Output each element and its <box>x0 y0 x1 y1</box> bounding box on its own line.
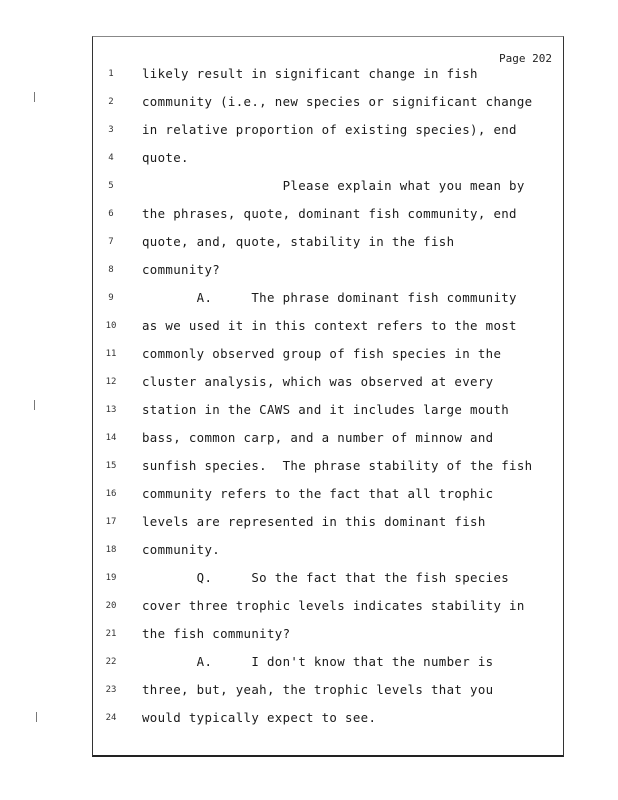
line-number: 17 <box>105 517 117 527</box>
line-text: community (i.e., new species or significant change <box>142 94 533 109</box>
line-number: 4 <box>108 153 114 163</box>
line-text: A. The phrase dominant fish community <box>142 290 517 305</box>
line-text: commonly observed group of fish species in the <box>142 346 502 361</box>
transcript-line <box>0 122 618 150</box>
line-number: 14 <box>105 433 117 443</box>
transcript-line <box>0 654 618 682</box>
line-number: 23 <box>105 685 117 695</box>
transcript-line <box>0 710 618 738</box>
line-number: 9 <box>108 293 114 303</box>
line-text: quote, and, quote, stability in the fish <box>142 234 455 249</box>
line-number: 24 <box>105 713 117 723</box>
transcript-line <box>0 598 618 626</box>
line-number: 8 <box>108 265 114 275</box>
line-text: likely result in significant change in fish <box>142 66 478 81</box>
transcript-line <box>0 626 618 654</box>
line-text: the phrases, quote, dominant fish community, end <box>142 206 517 221</box>
transcript-line <box>0 66 618 94</box>
transcript-line <box>0 374 618 402</box>
line-number: 10 <box>105 321 117 331</box>
line-number: 15 <box>105 461 117 471</box>
line-text: three, but, yeah, the trophic levels that you <box>142 682 494 697</box>
line-text: bass, common carp, and a number of minnow and <box>142 430 494 445</box>
transcript-line <box>0 514 618 542</box>
line-number: 1 <box>108 69 114 79</box>
line-number: 11 <box>105 349 117 359</box>
line-text: levels are represented in this dominant fish <box>142 514 486 529</box>
line-number: 21 <box>105 629 117 639</box>
line-text: as we used it in this context refers to the most <box>142 318 517 333</box>
transcript-line <box>0 542 618 570</box>
line-text: A. I don't know that the number is <box>142 654 494 669</box>
transcript-line <box>0 290 618 318</box>
transcript-line <box>0 486 618 514</box>
line-text: the fish community? <box>142 626 291 641</box>
line-text: quote. <box>142 150 189 165</box>
line-text: community? <box>142 262 221 277</box>
line-text: would typically expect to see. <box>142 710 377 725</box>
line-text: cover three trophic levels indicates stability in <box>142 598 525 613</box>
transcript-line <box>0 234 618 262</box>
transcript-line <box>0 570 618 598</box>
transcript-line <box>0 458 618 486</box>
transcript-line <box>0 430 618 458</box>
line-number: 22 <box>105 657 117 667</box>
transcript-line <box>0 318 618 346</box>
line-text: community. <box>142 542 221 557</box>
line-text: in relative proportion of existing species), end <box>142 122 517 137</box>
transcript-line <box>0 94 618 122</box>
transcript-line <box>0 346 618 374</box>
line-text: sunfish species. The phrase stability of the fish <box>142 458 533 473</box>
transcript-line <box>0 682 618 710</box>
line-number: 18 <box>105 545 117 555</box>
line-number: 19 <box>105 573 117 583</box>
line-number: 6 <box>108 209 114 219</box>
transcript-line <box>0 206 618 234</box>
line-number: 16 <box>105 489 117 499</box>
line-text: Please explain what you mean by <box>142 178 525 193</box>
page-number: Page 202 <box>499 52 552 65</box>
line-text: Q. So the fact that the fish species <box>142 570 510 585</box>
line-number: 12 <box>105 377 117 387</box>
line-text: community refers to the fact that all trophic <box>142 486 494 501</box>
transcript-line <box>0 150 618 178</box>
line-number: 3 <box>108 125 114 135</box>
line-number: 2 <box>108 97 114 107</box>
line-text: station in the CAWS and it includes large mouth <box>142 402 510 417</box>
transcript-line <box>0 178 618 206</box>
line-number: 20 <box>105 601 117 611</box>
line-number: 5 <box>108 181 114 191</box>
line-number: 13 <box>105 405 117 415</box>
transcript-line <box>0 402 618 430</box>
transcript-line <box>0 262 618 290</box>
line-text: cluster analysis, which was observed at every <box>142 374 494 389</box>
line-number: 7 <box>108 237 114 247</box>
